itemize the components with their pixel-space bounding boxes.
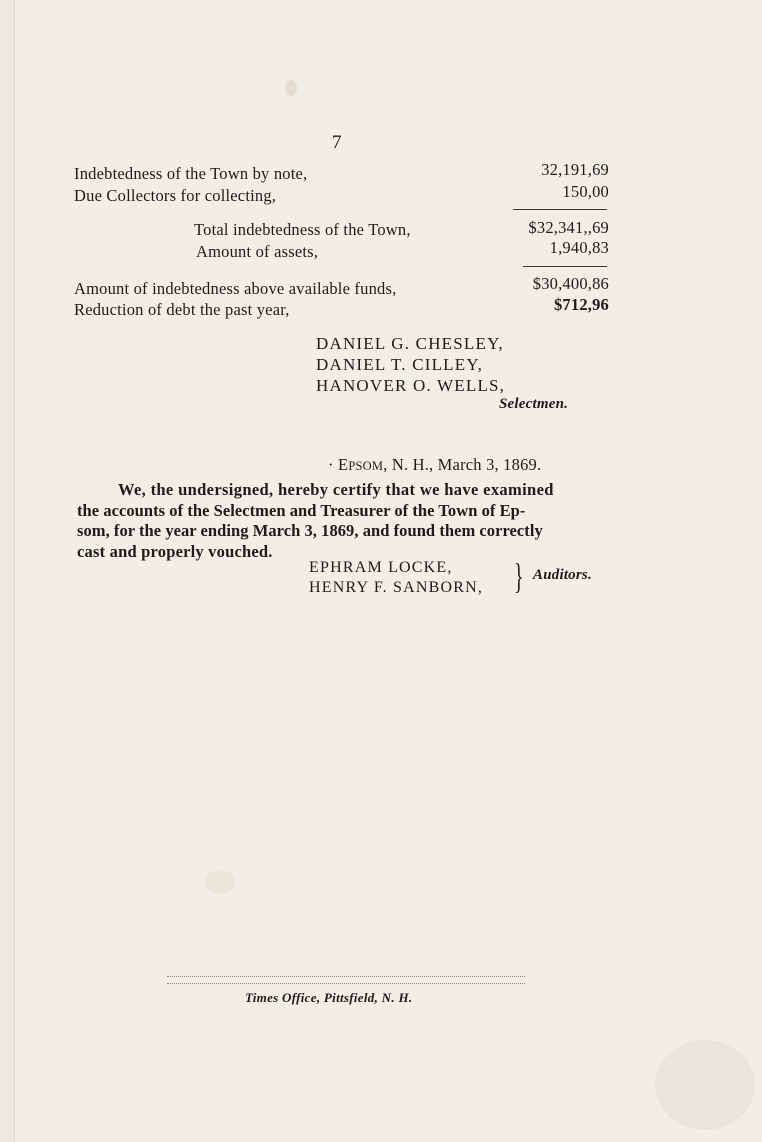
selectmen-title: Selectmen. [499, 396, 569, 412]
footer-rule [167, 983, 525, 984]
selectman-name: HANOVER O. WELLS, [316, 376, 506, 395]
note-value: 32,191,69 [541, 160, 609, 179]
paper-stain [205, 870, 235, 894]
certificate-line: We, the undersigned, hereby certify that we have examined [118, 480, 554, 499]
dateline-place-initial: E [338, 455, 349, 474]
reduction-value: $712,96 [553, 295, 609, 314]
reduction-label: Reduction of debt the past year, [74, 300, 290, 319]
paper-stain [285, 80, 297, 96]
footer-rule [167, 976, 525, 977]
above-funds-value: $30,400,86 [532, 274, 609, 293]
document-page [14, 0, 762, 1142]
selectman-name: DANIEL G. CHESLEY, [316, 334, 504, 353]
brace-symbol: } [514, 556, 524, 596]
above-funds-label: Amount of indebtedness above available funds, [74, 279, 397, 298]
auditor-name: HENRY F. SANBORN, [309, 579, 484, 596]
collectors-value: 150,00 [562, 182, 609, 201]
assets-value: 1,940,83 [549, 238, 609, 257]
dateline-place-rest: PSOM [348, 459, 384, 473]
total-label: Total indebtedness of the Town, [194, 220, 411, 239]
subtotal-rule [513, 209, 607, 210]
note-label: Indebtedness of the Town by note, [74, 164, 308, 183]
auditors-title: Auditors. [533, 567, 592, 583]
page-number: 7 [332, 132, 342, 153]
certificate-line: som, for the year ending March 3, 1869, and found them correctly [77, 521, 543, 540]
assets-label: Amount of assets, [196, 242, 319, 261]
dateline-date: , N. H., March 3, 1869. [383, 455, 542, 474]
dateline-prefix: · [328, 455, 339, 474]
auditor-name: EPHRAM LOCKE, [309, 559, 453, 576]
certificate-line: cast and properly vouched. [77, 542, 273, 561]
difference-rule [523, 266, 607, 267]
collectors-label: Due Collectors for collecting, [74, 186, 277, 205]
paper-stain [655, 1040, 755, 1130]
imprint: Times Office, Pittsfield, N. H. [245, 990, 413, 1005]
selectman-name: DANIEL T. CILLEY, [316, 355, 484, 374]
total-value: $32,341,,69 [528, 218, 609, 237]
certificate-line: the accounts of the Selectmen and Treasurer of the Town of Ep- [77, 501, 526, 520]
dateline [328, 455, 541, 475]
